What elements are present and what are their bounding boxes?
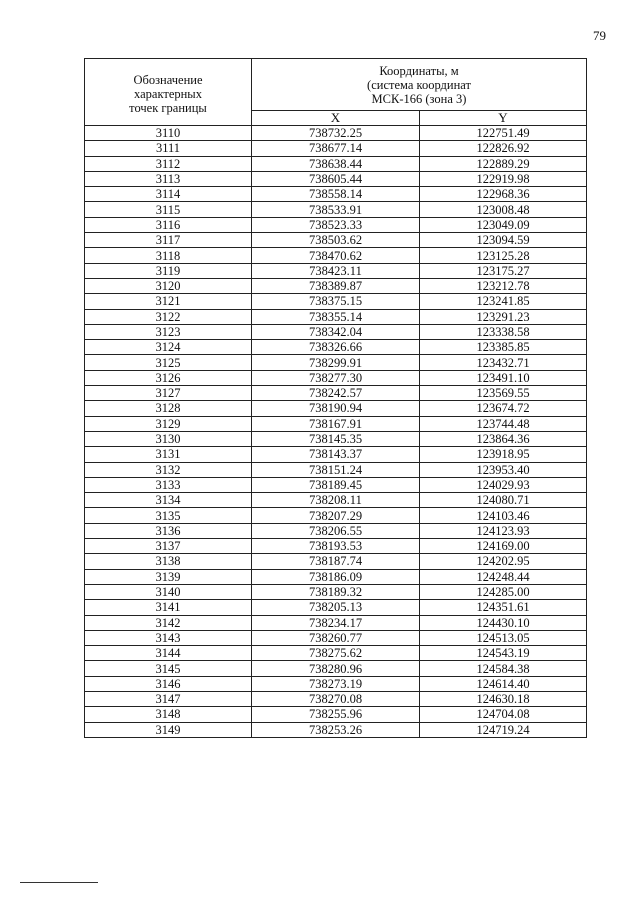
y-coordinate-cell: 123212.78 xyxy=(420,278,587,293)
table-row xyxy=(85,202,587,217)
point-id-cell: 3138 xyxy=(85,554,252,569)
point-id-cell: 3114 xyxy=(85,187,252,202)
table-row xyxy=(85,539,587,554)
x-coordinate-cell: 738280.96 xyxy=(252,661,420,676)
table-row xyxy=(85,187,587,202)
point-id-cell: 3135 xyxy=(85,508,252,523)
table-row xyxy=(85,156,587,171)
y-coordinate-cell: 122968.36 xyxy=(420,187,587,202)
x-coordinate-cell: 738167.91 xyxy=(252,416,420,431)
y-coordinate-cell: 123175.27 xyxy=(420,263,587,278)
x-coordinate-cell: 738277.30 xyxy=(252,370,420,385)
point-id-cell: 3143 xyxy=(85,630,252,645)
table-row xyxy=(85,462,587,477)
x-coordinate-cell: 738677.14 xyxy=(252,141,420,156)
x-coordinate-cell: 738206.55 xyxy=(252,523,420,538)
table-row xyxy=(85,233,587,248)
x-coordinate-cell: 738187.74 xyxy=(252,554,420,569)
table-row xyxy=(85,447,587,462)
point-id-cell: 3131 xyxy=(85,447,252,462)
table-row xyxy=(85,355,587,370)
table-header xyxy=(85,59,587,126)
x-coordinate-cell: 738234.17 xyxy=(252,615,420,630)
y-coordinate-cell: 123953.40 xyxy=(420,462,587,477)
y-coordinate-cell: 123049.09 xyxy=(420,217,587,232)
point-header-line: Обозначение xyxy=(133,73,203,87)
y-coordinate-cell: 123491.10 xyxy=(420,370,587,385)
table-row xyxy=(85,600,587,615)
x-column-header: X xyxy=(252,111,420,126)
table-row xyxy=(85,416,587,431)
point-id-cell: 3146 xyxy=(85,676,252,691)
point-id-cell: 3116 xyxy=(85,217,252,232)
table-row xyxy=(85,340,587,355)
point-id-cell: 3144 xyxy=(85,646,252,661)
y-coordinate-cell: 124202.95 xyxy=(420,554,587,569)
table-row xyxy=(85,217,587,232)
table-row xyxy=(85,431,587,446)
table-row xyxy=(85,309,587,324)
point-id-cell: 3142 xyxy=(85,615,252,630)
point-id-cell: 3111 xyxy=(85,141,252,156)
table-row xyxy=(85,324,587,339)
table-row xyxy=(85,691,587,706)
point-id-cell: 3134 xyxy=(85,493,252,508)
x-coordinate-cell: 738275.62 xyxy=(252,646,420,661)
table-row xyxy=(85,493,587,508)
point-id-cell: 3115 xyxy=(85,202,252,217)
point-id-cell: 3139 xyxy=(85,569,252,584)
table-row xyxy=(85,676,587,691)
table-row xyxy=(85,294,587,309)
table-row xyxy=(85,584,587,599)
y-coordinate-cell: 124513.05 xyxy=(420,630,587,645)
y-coordinate-cell: 124584.38 xyxy=(420,661,587,676)
point-id-cell: 3133 xyxy=(85,477,252,492)
coordinates-header xyxy=(252,59,587,111)
point-id-cell: 3117 xyxy=(85,233,252,248)
y-coordinate-cell: 123918.95 xyxy=(420,447,587,462)
y-coordinate-cell: 124614.40 xyxy=(420,676,587,691)
y-coordinate-cell: 123674.72 xyxy=(420,401,587,416)
table-row xyxy=(85,646,587,661)
table-row xyxy=(85,523,587,538)
x-coordinate-cell: 738193.53 xyxy=(252,539,420,554)
x-coordinate-cell: 738205.13 xyxy=(252,600,420,615)
y-coordinate-cell: 123569.55 xyxy=(420,386,587,401)
x-coordinate-cell: 738558.14 xyxy=(252,187,420,202)
y-coordinate-cell: 124080.71 xyxy=(420,493,587,508)
table-row xyxy=(85,386,587,401)
y-coordinate-cell: 124630.18 xyxy=(420,691,587,706)
table-row xyxy=(85,278,587,293)
point-designation-header xyxy=(85,59,252,126)
x-coordinate-cell: 738190.94 xyxy=(252,401,420,416)
x-coordinate-cell: 738253.26 xyxy=(252,722,420,737)
table-row xyxy=(85,248,587,263)
y-coordinate-cell: 124248.44 xyxy=(420,569,587,584)
x-coordinate-cell: 738270.08 xyxy=(252,691,420,706)
table-row xyxy=(85,263,587,278)
table-row xyxy=(85,477,587,492)
y-coordinate-cell: 124430.10 xyxy=(420,615,587,630)
y-coordinate-cell: 123008.48 xyxy=(420,202,587,217)
coord-header-line: МСК-166 (зона 3) xyxy=(371,91,467,106)
y-coordinate-cell: 123744.48 xyxy=(420,416,587,431)
point-id-cell: 3127 xyxy=(85,386,252,401)
y-coordinate-cell: 123291.23 xyxy=(420,309,587,324)
table-body xyxy=(85,126,587,738)
table-row xyxy=(85,370,587,385)
y-coordinate-cell: 123385.85 xyxy=(420,340,587,355)
table-row xyxy=(85,126,587,141)
point-header-line: точек границы xyxy=(129,101,207,115)
x-coordinate-cell: 738342.04 xyxy=(252,324,420,339)
point-id-cell: 3149 xyxy=(85,722,252,737)
point-id-cell: 3129 xyxy=(85,416,252,431)
y-coordinate-cell: 124029.93 xyxy=(420,477,587,492)
point-id-cell: 3137 xyxy=(85,539,252,554)
point-id-cell: 3147 xyxy=(85,691,252,706)
coordinates-table xyxy=(84,58,587,738)
y-coordinate-cell: 123094.59 xyxy=(420,233,587,248)
point-id-cell: 3126 xyxy=(85,370,252,385)
point-id-cell: 3132 xyxy=(85,462,252,477)
y-coordinate-cell: 124123.93 xyxy=(420,523,587,538)
y-coordinate-cell: 122919.98 xyxy=(420,171,587,186)
y-coordinate-cell: 124103.46 xyxy=(420,508,587,523)
x-coordinate-cell: 738732.25 xyxy=(252,126,420,141)
point-id-cell: 3121 xyxy=(85,294,252,309)
x-coordinate-cell: 738242.57 xyxy=(252,386,420,401)
point-header-line: характерных xyxy=(134,87,202,101)
footnote-rule xyxy=(20,882,98,883)
x-coordinate-cell: 738375.15 xyxy=(252,294,420,309)
point-id-cell: 3113 xyxy=(85,171,252,186)
x-coordinate-cell: 738355.14 xyxy=(252,309,420,324)
y-coordinate-cell: 124351.61 xyxy=(420,600,587,615)
x-coordinate-cell: 738208.11 xyxy=(252,493,420,508)
point-id-cell: 3128 xyxy=(85,401,252,416)
y-coordinate-cell: 124169.00 xyxy=(420,539,587,554)
point-id-cell: 3141 xyxy=(85,600,252,615)
point-id-cell: 3119 xyxy=(85,263,252,278)
table-row xyxy=(85,171,587,186)
y-coordinate-cell: 123125.28 xyxy=(420,248,587,263)
x-coordinate-cell: 738326.66 xyxy=(252,340,420,355)
point-id-cell: 3140 xyxy=(85,584,252,599)
table-row xyxy=(85,615,587,630)
point-id-cell: 3110 xyxy=(85,126,252,141)
x-coordinate-cell: 738503.62 xyxy=(252,233,420,248)
point-id-cell: 3124 xyxy=(85,340,252,355)
table-row xyxy=(85,401,587,416)
x-coordinate-cell: 738605.44 xyxy=(252,171,420,186)
point-id-cell: 3148 xyxy=(85,707,252,722)
x-coordinate-cell: 738186.09 xyxy=(252,569,420,584)
y-column-header: Y xyxy=(420,111,587,126)
table-row xyxy=(85,661,587,676)
y-coordinate-cell: 122751.49 xyxy=(420,126,587,141)
table-row xyxy=(85,722,587,737)
table-row xyxy=(85,569,587,584)
x-coordinate-cell: 738207.29 xyxy=(252,508,420,523)
table-row xyxy=(85,141,587,156)
coord-header-line: Координаты, м xyxy=(379,63,459,78)
y-coordinate-cell: 123338.58 xyxy=(420,324,587,339)
x-coordinate-cell: 738151.24 xyxy=(252,462,420,477)
point-id-cell: 3112 xyxy=(85,156,252,171)
x-coordinate-cell: 738255.96 xyxy=(252,707,420,722)
x-coordinate-cell: 738189.45 xyxy=(252,477,420,492)
y-coordinate-cell: 123241.85 xyxy=(420,294,587,309)
y-coordinate-cell: 124719.24 xyxy=(420,722,587,737)
y-coordinate-cell: 124285.00 xyxy=(420,584,587,599)
x-coordinate-cell: 738299.91 xyxy=(252,355,420,370)
x-coordinate-cell: 738470.62 xyxy=(252,248,420,263)
point-id-cell: 3122 xyxy=(85,309,252,324)
x-coordinate-cell: 738523.33 xyxy=(252,217,420,232)
y-coordinate-cell: 122826.92 xyxy=(420,141,587,156)
x-coordinate-cell: 738143.37 xyxy=(252,447,420,462)
y-coordinate-cell: 124543.19 xyxy=(420,646,587,661)
point-id-cell: 3125 xyxy=(85,355,252,370)
x-coordinate-cell: 738145.35 xyxy=(252,431,420,446)
x-coordinate-cell: 738260.77 xyxy=(252,630,420,645)
point-id-cell: 3123 xyxy=(85,324,252,339)
y-coordinate-cell: 123864.36 xyxy=(420,431,587,446)
x-coordinate-cell: 738638.44 xyxy=(252,156,420,171)
point-id-cell: 3118 xyxy=(85,248,252,263)
point-id-cell: 3136 xyxy=(85,523,252,538)
coord-header-line: (система координат xyxy=(367,77,471,92)
point-id-cell: 3120 xyxy=(85,278,252,293)
point-id-cell: 3130 xyxy=(85,431,252,446)
table-row xyxy=(85,554,587,569)
x-coordinate-cell: 738423.11 xyxy=(252,263,420,278)
y-coordinate-cell: 123432.71 xyxy=(420,355,587,370)
point-id-cell: 3145 xyxy=(85,661,252,676)
table-row xyxy=(85,508,587,523)
x-coordinate-cell: 738389.87 xyxy=(252,278,420,293)
x-coordinate-cell: 738273.19 xyxy=(252,676,420,691)
y-coordinate-cell: 124704.08 xyxy=(420,707,587,722)
table-row xyxy=(85,707,587,722)
table-row xyxy=(85,630,587,645)
page-number: 79 xyxy=(593,28,606,43)
y-coordinate-cell: 122889.29 xyxy=(420,156,587,171)
x-coordinate-cell: 738189.32 xyxy=(252,584,420,599)
x-coordinate-cell: 738533.91 xyxy=(252,202,420,217)
